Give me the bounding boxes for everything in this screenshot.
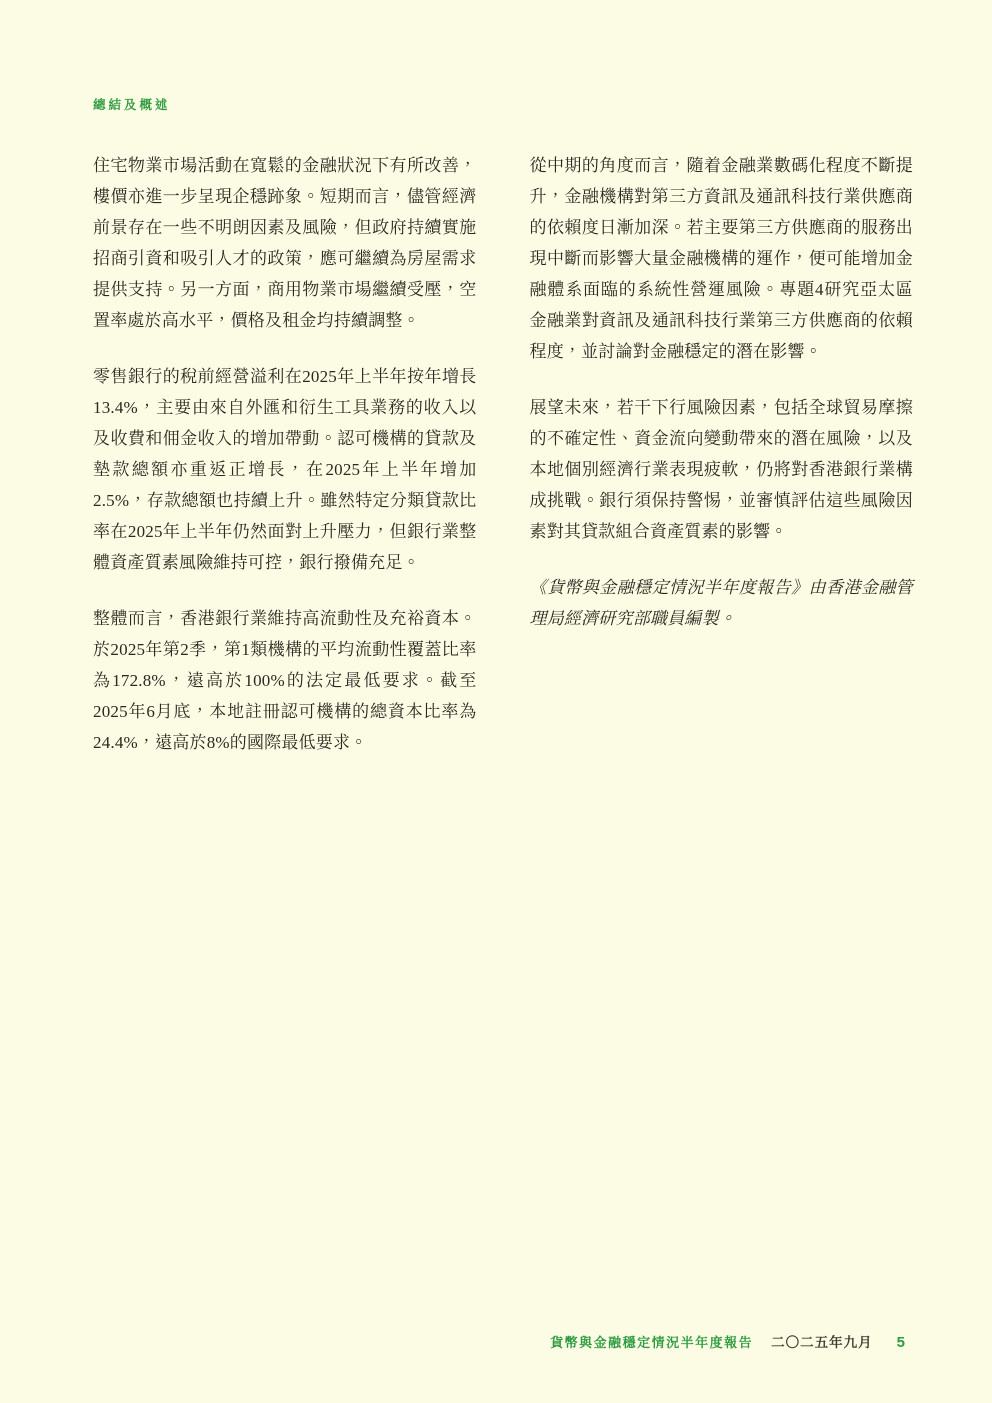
report-credit-note: 《貨幣與金融穩定情況半年度報告》由香港金融管理局經濟研究部職員編製。 xyxy=(529,578,913,628)
paragraph-property-market: 住宅物業市場活動在寬鬆的金融狀況下有所改善，樓價亦進一步呈現企穩跡象。短期而言，儘管經濟前景存在一些不明朗因素及風險，但政府持續實施招商引資和吸引人才的政策，應可繼續為房屋需求提供支持。另一方面，商用物業市場繼續受壓，空置率處於高水平，價格及租金均持續調整。 xyxy=(93,156,477,330)
paragraph-digitalisation-risk: 從中期的角度而言，隨着金融業數碼化程度不斷提升，金融機構對第三方資訊及通訊科技行業供應商的依賴度日漸加深。若主要第三方供應商的服務出現中斷而影響大量金融機構的運作，便可能增加金融體系面臨的系統性營運風險。專題4研究亞太區金融業對資訊及通訊科技行業第三方供應商的依賴程度，並討論對金融穩定的潛在影響。 xyxy=(529,156,913,361)
paragraph-outlook-risks: 展望未來，若干下行風險因素，包括全球貿易摩擦的不確定性、資金流向變動帶來的潛在風險，以及本地個別經濟行業表現疲軟，仍將對香港銀行業構成挑戰。銀行須保持警惕，並審慎評估這些風險因素對其貸款組合資產質素的影響。 xyxy=(529,398,913,541)
footer-page-number: 5 xyxy=(896,1334,905,1351)
page-footer xyxy=(550,1331,905,1351)
paragraph-liquidity-capital: 整體而言，香港銀行業維持高流動性及充裕資本。於2025年第2季，第1類機構的平均流動性覆蓋比率為172.8%，遠高於100%的法定最低要求。截至2025年6月底，本地註冊認可機構的總資本比率為24.4%，遠高於8%的國際最低要求。 xyxy=(93,609,477,752)
paragraph-retail-banks: 零售銀行的稅前經營溢利在2025年上半年按年增長13.4%，主要由來自外匯和衍生工具業務的收入以及收費和佣金收入的增加帶動。認可機構的貸款及墊款總額亦重返正增長，在2025年上半年增加2.5%，存款總額也持續上升。雖然特定分類貸款比率在2025年上半年仍然面對上升壓力，但銀行業整體資產質素風險維持可控，銀行撥備充足。 xyxy=(93,367,477,572)
section-heading: 總結及概述 xyxy=(93,98,171,112)
body-columns xyxy=(93,150,913,758)
right-column xyxy=(530,150,914,758)
footer-date: 二〇二五年九月 xyxy=(771,1335,873,1350)
left-column xyxy=(93,150,477,758)
footer-report-title: 貨幣與金融穩定情況半年度報告 xyxy=(550,1335,754,1350)
